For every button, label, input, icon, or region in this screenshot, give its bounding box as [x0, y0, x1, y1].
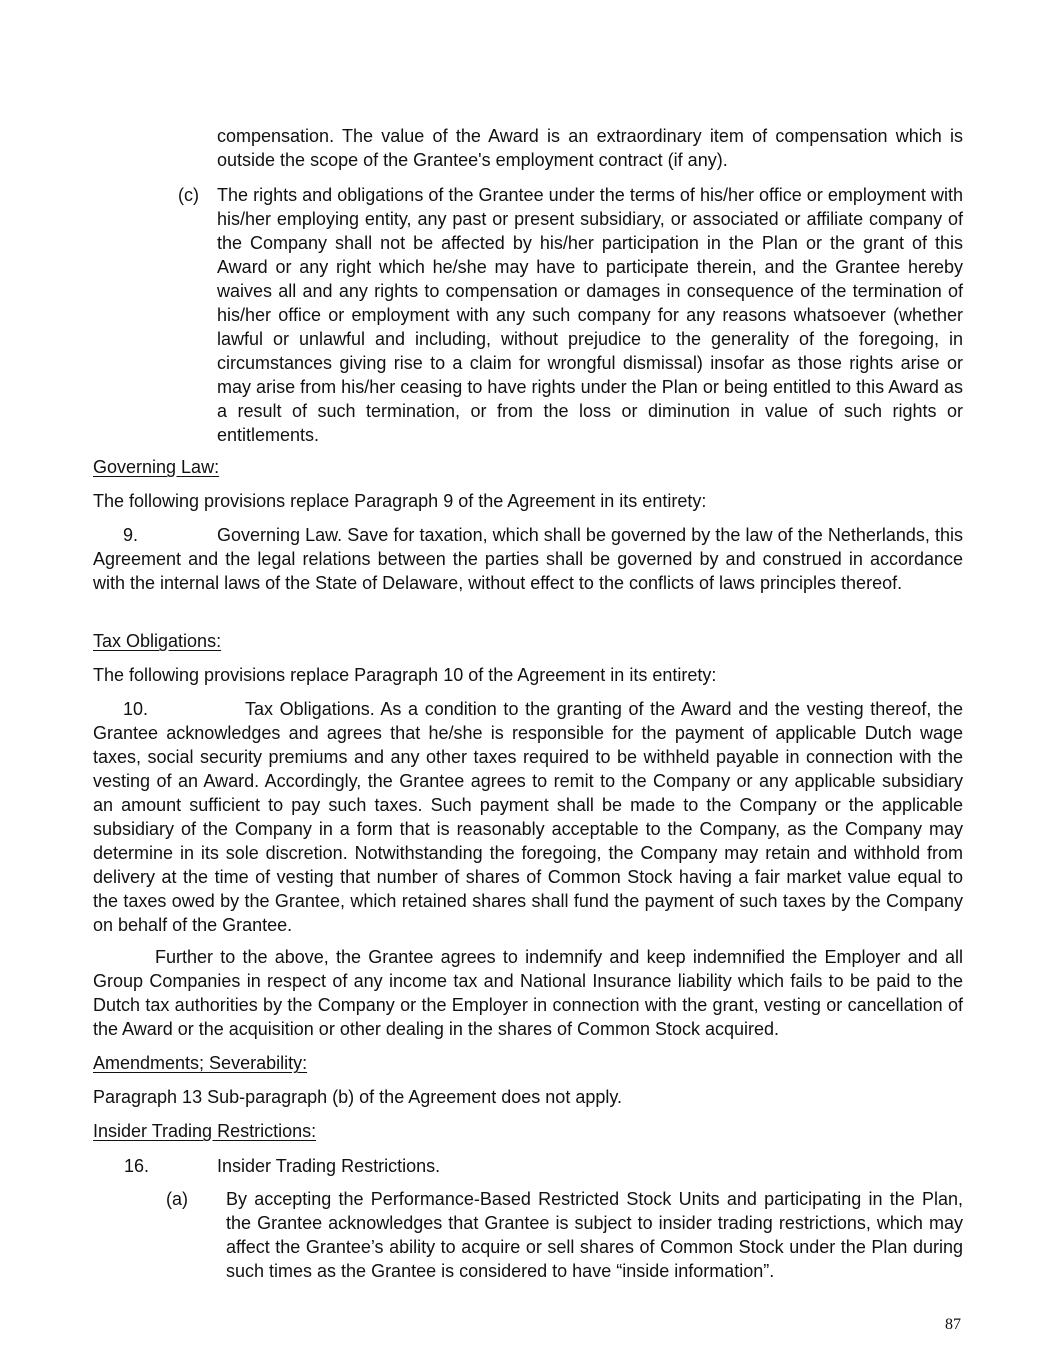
insider-trading-number: 16.	[124, 1156, 150, 1176]
tax-obligations-heading: Tax Obligations:	[93, 631, 222, 651]
governing-law-paragraph	[93, 523, 963, 595]
tax-further-paragraph: Further to the above, the Grantee agrees to indemnify and keep indemnified the Employer and all Group Companies in respect of any income tax and National Insurance liability which fails to be paid to the Dutch tax authorities by the Company or the Employer in connection with the grant, vesting or cancellation of the Award or the acquisition or other dealing in the shares of Common Stock acquired.	[93, 947, 963, 1039]
item-a-text: By accepting the Performance-Based Restricted Stock Units and participating in the Plan, the Grantee acknowledges that Grantee is subject to insider trading restrictions, which may affect the Grantee’s ability to acquire or sell shares of Common Stock under the Plan during such times as the Grantee is considered to have “inside information”.	[226, 1189, 963, 1281]
tax-obligations-paragraph	[93, 697, 963, 937]
governing-law-text: Governing Law. Save for taxation, which shall be governed by the law of the Netherlands, this Agreement and the legal relations between the parties shall be governed by and construed in accordance with the internal laws of the State of Delaware, without effect to the conflicts of laws principles thereof.	[93, 525, 963, 593]
item-c-label: (c)	[178, 185, 199, 205]
amendments-text: Paragraph 13 Sub-paragraph (b) of the Agreement does not apply.	[93, 1087, 623, 1107]
tax-obligations-intro: The following provisions replace Paragraph 10 of the Agreement in its entirety:	[93, 665, 717, 685]
governing-law-number: 9.	[123, 525, 139, 545]
insider-trading-title: Insider Trading Restrictions.	[217, 1156, 441, 1176]
tax-obligations-number: 10.	[123, 699, 149, 719]
paragraph-continuation: compensation. The value of the Award is an extraordinary item of compensation which is outside the scope of the Grantee's employment contract (if any).	[217, 126, 963, 170]
item-c-text: The rights and obligations of the Grantee under the terms of his/her office or employment with his/her employing entity, any past or present subsidiary, or associated or affiliate company of the Company shall not be affected by his/her participation in the Plan or the grant of this Award or any right which he/she may have to participate therein, and the Grantee hereby waives all and any rights to compensation or damages in consequence of the termination of his/her office or employment with any such company for any reasons whatsoever (whether lawful or unlawful and including, without prejudice to the generality of the foregoing, in circumstances giving rise to a claim for wrongful dismissal) insofar as those rights arise or may arise from his/her ceasing to have rights under the Plan or being entitled to this Award as a result of such termination, or from the loss or diminution in value of such rights or entitlements.	[217, 185, 963, 445]
page-number: 87	[945, 1316, 961, 1333]
governing-law-heading: Governing Law:	[93, 457, 220, 477]
item-a-label: (a)	[166, 1189, 188, 1209]
governing-law-intro: The following provisions replace Paragraph 9 of the Agreement in its entirety:	[93, 491, 707, 511]
insider-trading-heading: Insider Trading Restrictions:	[93, 1121, 317, 1141]
tax-obligations-text: Tax Obligations. As a condition to the granting of the Award and the vesting thereof, the Grantee acknowledges and agrees that he/she is responsible for the payment of applicable Dutch wage taxes, social security premiums and any other taxes required to be withheld payable in connection with the vesting of an Award. Accordingly, the Grantee agrees to remit to the Company or any applicable subsidiary an amount sufficient to pay such taxes. Such payment shall be made to the Company or the applicable subsidiary of the Company in a form that is reasonably acceptable to the Company, as the Company may determine in its sole discretion. Notwithstanding the foregoing, the Company may retain and withhold from delivery at the time of vesting that number of shares of Common Stock having a fair market value equal to the taxes owed by the Grantee, which retained shares shall fund the payment of such taxes by the Company on behalf of the Grantee.	[93, 699, 963, 935]
amendments-heading: Amendments; Severability:	[93, 1053, 308, 1073]
